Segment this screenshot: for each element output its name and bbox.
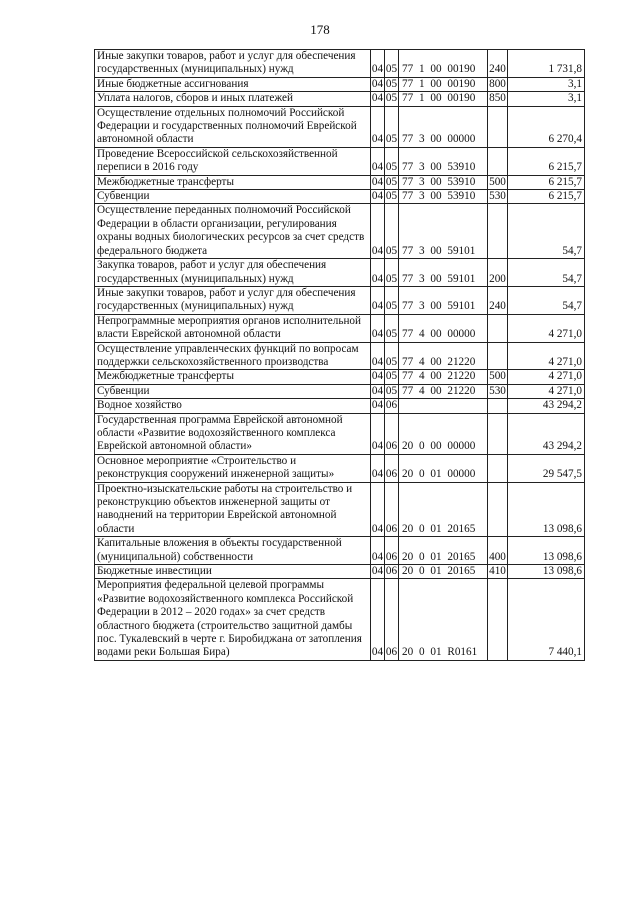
row-section-code: 04 — [371, 77, 384, 90]
row-section-code: 04 — [371, 286, 385, 314]
row-name: Субвенции — [95, 190, 371, 204]
row-section-code: 04 — [371, 565, 384, 578]
row-amount: 4 271,0 — [508, 384, 585, 398]
row-amount: 13 098,6 — [508, 565, 585, 579]
row-section-code: 04 — [371, 106, 385, 147]
row-expense-type: 530 — [489, 384, 506, 397]
row-subsection-code: 06 — [385, 565, 398, 578]
table-row — [95, 342, 585, 370]
row-name: Иные закупки товаров, работ и услуг для обеспечения государственных (муниципальных) нужд — [95, 50, 371, 78]
row-amount: 3,1 — [508, 77, 585, 91]
row-target-article: 20 0 01 20165 — [399, 482, 488, 537]
row-subsection-code: 05 — [385, 50, 399, 78]
row-expense-type — [488, 579, 508, 660]
row-subsection-code: 06 — [385, 537, 399, 565]
row-target-article: 77 3 00 59101 — [399, 204, 488, 259]
row-name: Межбюджетные трансферты — [95, 370, 371, 384]
row-section-code: 04 — [371, 190, 384, 203]
table-row — [95, 384, 585, 398]
table-row — [95, 175, 585, 189]
row-section-code: 04 — [371, 204, 385, 259]
table-row — [95, 92, 585, 106]
table-row — [95, 106, 585, 147]
row-amount: 13 098,6 — [508, 537, 585, 565]
row-subsection-code: 06 — [385, 579, 399, 660]
row-target-article: 20 0 01 00000 — [399, 454, 488, 482]
row-name: Межбюджетные трансферты — [95, 175, 371, 189]
row-subsection-code: 05 — [385, 384, 398, 397]
row-section-code: 04 — [371, 537, 385, 565]
row-name: Иные закупки товаров, работ и услуг для обеспечения государственных (муниципальных) нужд — [95, 286, 371, 314]
row-subsection-code: 05 — [385, 286, 399, 314]
row-amount: 4 271,0 — [508, 314, 585, 342]
row-name: Уплата налогов, сборов и иных платежей — [95, 92, 371, 106]
row-target-article: 77 3 00 59101 — [399, 259, 488, 287]
table-row — [95, 50, 585, 78]
row-target-article: 77 4 00 21220 — [399, 370, 488, 384]
row-section-code: 04 — [371, 259, 385, 287]
row-target-article: 77 1 00 00190 — [399, 92, 488, 106]
row-expense-type — [488, 204, 508, 259]
row-expense-type — [488, 454, 508, 482]
table-row — [95, 147, 585, 175]
table-row — [95, 190, 585, 204]
table-row — [95, 413, 585, 454]
row-expense-type: 500 — [489, 370, 506, 383]
row-amount: 6 270,4 — [508, 106, 585, 147]
row-expense-type: 800 — [489, 77, 506, 90]
row-subsection-code: 06 — [385, 482, 399, 537]
row-section-code: 04 — [371, 482, 385, 537]
row-expense-type: 400 — [488, 537, 508, 565]
row-expense-type — [488, 147, 508, 175]
table-row — [95, 454, 585, 482]
row-subsection-code: 05 — [385, 147, 399, 175]
row-name: Проведение Всероссийской сельскохозяйственной переписи в 2016 году — [95, 147, 371, 175]
row-amount: 6 215,7 — [508, 147, 585, 175]
row-expense-type: 530 — [489, 190, 506, 203]
row-target-article: 77 3 00 00000 — [399, 106, 488, 147]
row-target-article: 77 3 00 59101 — [399, 286, 488, 314]
row-name: Государственная программа Еврейской автономной области «Развитие водохозяйственного комплекса Еврейской автономной области» — [95, 413, 371, 454]
row-section-code: 04 — [371, 579, 385, 660]
table-row — [95, 565, 585, 579]
row-amount: 4 271,0 — [508, 342, 585, 370]
row-subsection-code: 05 — [385, 77, 398, 90]
row-target-article: 20 0 01 20165 — [399, 537, 488, 565]
row-amount: 7 440,1 — [508, 579, 585, 660]
table-row — [95, 314, 585, 342]
row-section-code: 04 — [371, 454, 385, 482]
row-section-code: 04 — [371, 314, 385, 342]
row-subsection-code: 05 — [385, 92, 398, 105]
row-name: Мероприятия федеральной целевой программы «Развитие водохозяйственного комплекса Российской Федерации в 2012 – 2020 годах» за счет средств областного бюджета (строительство защитной дамбы пос. Тукалевский в черте г. Биробиджана от затопления водами реки Большая Бира) — [95, 579, 371, 660]
row-section-code: 04 — [371, 413, 385, 454]
row-name: Водное хозяйство — [95, 399, 371, 413]
row-target-article: 77 3 00 53910 — [399, 190, 488, 204]
row-name: Осуществление переданных полномочий Российской Федерации в области организации, регулирования охраны водных биологических ресурсов за счет средств федерального бюджета — [95, 204, 371, 259]
row-target-article: 77 4 00 21220 — [399, 384, 488, 398]
row-subsection-code: 06 — [385, 399, 398, 412]
table-row — [95, 482, 585, 537]
row-target-article: 77 1 00 00190 — [399, 50, 488, 78]
row-expense-type: 500 — [489, 175, 506, 188]
row-target-article: 77 3 00 53910 — [399, 175, 488, 189]
row-name: Иные бюджетные ассигнования — [95, 77, 371, 91]
row-expense-type — [488, 482, 508, 537]
row-section-code: 04 — [371, 370, 384, 383]
row-subsection-code: 06 — [385, 454, 399, 482]
row-section-code: 04 — [371, 384, 384, 397]
row-name: Бюджетные инвестиции — [95, 565, 371, 579]
row-name: Закупка товаров, работ и услуг для обеспечения государственных (муниципальных) нужд — [95, 259, 371, 287]
row-amount: 43 294,2 — [508, 399, 585, 413]
row-subsection-code: 05 — [385, 175, 398, 188]
row-amount: 3,1 — [508, 92, 585, 106]
row-amount: 6 215,7 — [508, 175, 585, 189]
row-target-article: 77 4 00 21220 — [399, 342, 488, 370]
row-name: Проектно-изыскательские работы на строительство и реконструкцию объектов инженерной защиты от наводнений на территории Еврейской автономной области — [95, 482, 371, 537]
row-amount: 54,7 — [508, 259, 585, 287]
row-amount: 6 215,7 — [508, 190, 585, 204]
row-expense-type — [488, 399, 508, 413]
table-row — [95, 537, 585, 565]
table-row — [95, 370, 585, 384]
row-subsection-code: 05 — [385, 342, 399, 370]
row-name: Основное мероприятие «Строительство и реконструкция сооружений инженерной защиты» — [95, 454, 371, 482]
row-amount: 1 731,8 — [508, 50, 585, 78]
row-target-article: 20 0 01 R0161 — [399, 579, 488, 660]
table-row — [95, 204, 585, 259]
row-subsection-code: 05 — [385, 314, 399, 342]
row-section-code: 04 — [371, 175, 384, 188]
table-row — [95, 259, 585, 287]
row-expense-type: 200 — [488, 259, 508, 287]
row-target-article: 77 1 00 00190 — [399, 77, 488, 91]
table-row — [95, 286, 585, 314]
row-section-code: 04 — [371, 147, 385, 175]
row-amount: 43 294,2 — [508, 413, 585, 454]
row-amount: 13 098,6 — [508, 482, 585, 537]
row-subsection-code: 05 — [385, 106, 399, 147]
row-expense-type: 850 — [489, 92, 506, 105]
row-name: Субвенции — [95, 384, 371, 398]
row-name: Осуществление управленческих функций по вопросам поддержки сельскохозяйственного производства — [95, 342, 371, 370]
row-name: Капитальные вложения в объекты государственной (муниципальной) собственности — [95, 537, 371, 565]
row-subsection-code: 05 — [385, 370, 398, 383]
row-expense-type — [488, 342, 508, 370]
budget-table-body — [95, 50, 585, 661]
row-expense-type — [488, 106, 508, 147]
row-name: Осуществление отдельных полномочий Российской Федерации и государственных полномочий Еврейской автономной области — [95, 106, 371, 147]
row-target-article: 77 4 00 00000 — [399, 314, 488, 342]
table-row — [95, 579, 585, 660]
row-subsection-code: 06 — [385, 413, 399, 454]
row-amount: 54,7 — [508, 204, 585, 259]
row-target-article: 77 3 00 53910 — [399, 147, 488, 175]
row-subsection-code: 05 — [385, 259, 399, 287]
row-subsection-code: 05 — [385, 204, 399, 259]
table-row — [95, 77, 585, 91]
row-expense-type: 240 — [488, 50, 508, 78]
row-target-article: 20 0 01 20165 — [399, 565, 488, 579]
row-section-code: 04 — [371, 92, 384, 105]
row-amount: 4 271,0 — [508, 370, 585, 384]
row-expense-type — [488, 314, 508, 342]
row-expense-type — [488, 413, 508, 454]
row-target-article: 20 0 00 00000 — [399, 413, 488, 454]
row-expense-type: 240 — [488, 286, 508, 314]
row-expense-type: 410 — [489, 565, 506, 578]
row-name: Непрограммные мероприятия органов исполнительной власти Еврейской автономной области — [95, 314, 371, 342]
row-amount: 54,7 — [508, 286, 585, 314]
table-row — [95, 399, 585, 413]
row-section-code: 04 — [371, 399, 384, 412]
row-section-code: 04 — [371, 342, 385, 370]
row-amount: 29 547,5 — [508, 454, 585, 482]
row-target-article — [399, 399, 488, 413]
budget-table — [94, 49, 585, 661]
row-section-code: 04 — [371, 50, 385, 78]
row-subsection-code: 05 — [385, 190, 398, 203]
page-number: 178 — [310, 22, 330, 37]
